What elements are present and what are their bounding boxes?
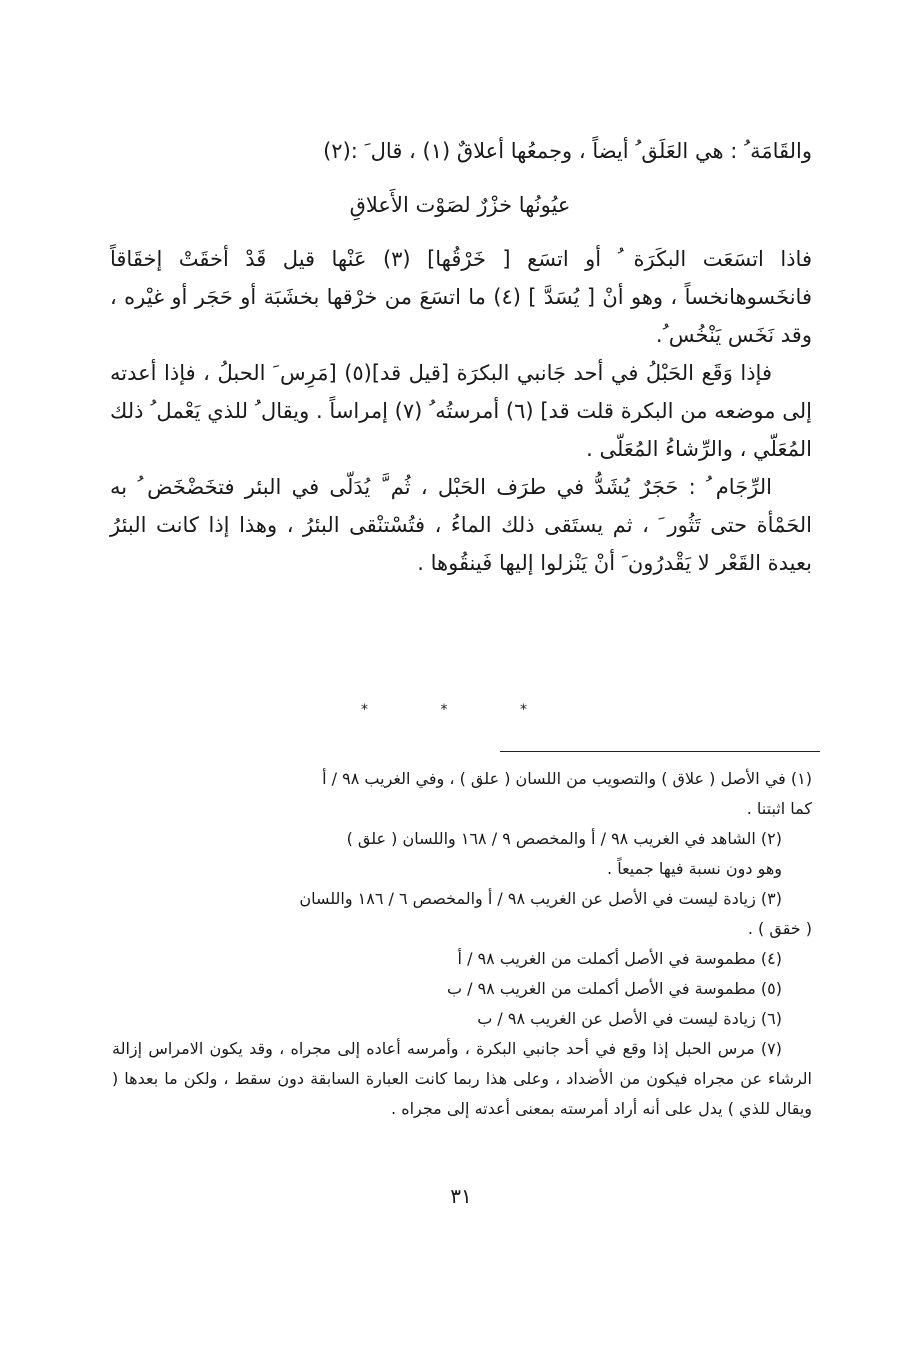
paragraph-3: الرِّجَام ُ : حَجَرٌ يُشَدُّ في طرَف الحَبْل ، ثُم َّ يُدَلّى في البئر فتخَضْخَض ُ به الحَمْأة حتى تَثُور َ ، ثم يستَقى ذلك الماءُ ، فتُسْتنْقى البئرُ ، وهذا إذا كانت البئرُ بعيدة القَعْر لا يَقْدرُون َ أنْ يَنْزلوا إليها فَينقُوها . (110, 475, 812, 575)
main-paragraphs (110, 240, 812, 582)
footnote-7: (٧) مرس الحبل إذا وقع في أحد جانبي البكرة ، وأمرسه أعاده إلى مجراه ، وقد يكون الامراس إزالة الرشاء عن مجراه فيكون من الأضداد ، وعلى هذا ربما كانت العبارة السابقة دون سقط ، ولكن ما بعدها ( ويقال للذي ) يدل على أنه أراد أمرسته بمعنى أعدته إلى مجراه . (112, 1039, 812, 1118)
text-line-1: والقَامَة ُ : هي العَلَق ُ أيضاً ، وجمعُها أعلاقٌ (١) ، قال َ :(٢) (323, 139, 812, 163)
footnotes (112, 764, 812, 1124)
footnote-1: (١) في الأصل ( علاق ) والتصويب من اللسان ( علق ) ، وفي الغريب ٩٨ / أ (322, 769, 812, 788)
page-number: ٣١ (450, 1184, 472, 1208)
main-text (110, 132, 812, 170)
poetry-verse: عيُونُها خزْرٌ لصَوْت الأَعلاقِ (349, 193, 571, 217)
footnote-divider (500, 751, 820, 752)
paragraph-2: فإذا وَقَع الحَبْلُ في أحد جَانبي البكرَة [قيل قد](٥) [مَرِس َ الحبلُ ، فإذا أعدته إلى موضعه من البكرة قلت قد] (٦) أمرستُه ُ (٧) إمراساً . ويقال ُ للذي يَعْمل ُ ذلك المُعَلّي ، والرِّشاءُ المُعَلّى . (110, 361, 813, 461)
paragraph-1: فاذا اتسَعَت البكَرَة ُ أو اتسَع [ خَرْقُها] (٣) عَنْها قيل قَدْ أخقَتْ إخقَاقاً فانخَسوهانخساً ، وهو أنْ [ يُسَدَّ ] (٤) ما اتسَعَ من خرْقها بخشَبَة أو حَجَر أو غيْره ، وقد نَخَس يَنْخُس ُ. (110, 247, 812, 347)
footnote-4: (٤) مطموسة في الأصل أكملت من الغريب ٩٨ / أ (457, 949, 782, 968)
footnote-2-cont: وهو دون نسبة فيها جميعاً . (607, 859, 782, 878)
footnote-5: (٥) مطموسة في الأصل أكملت من الغريب ٩٨ / ب (446, 979, 782, 998)
footnote-1-cont: كما اثبتنا . (746, 799, 812, 818)
footnote-6: (٦) زيادة ليست في الأصل عن الغريب ٩٨ / ب (477, 1009, 782, 1028)
footnote-3-cont: ( خقق ) . (747, 919, 812, 938)
footnote-3: (٣) زيادة ليست في الأصل عن الغريب ٩٨ / أ والمخصص ٦ / ١٨٦ واللسان (299, 889, 782, 908)
section-separator: * * * (361, 702, 561, 718)
footnote-2: (٢) الشاهد في الغريب ٩٨ / أ والمخصص ٩ / ١٦٨ واللسان ( علق ) (346, 829, 782, 848)
